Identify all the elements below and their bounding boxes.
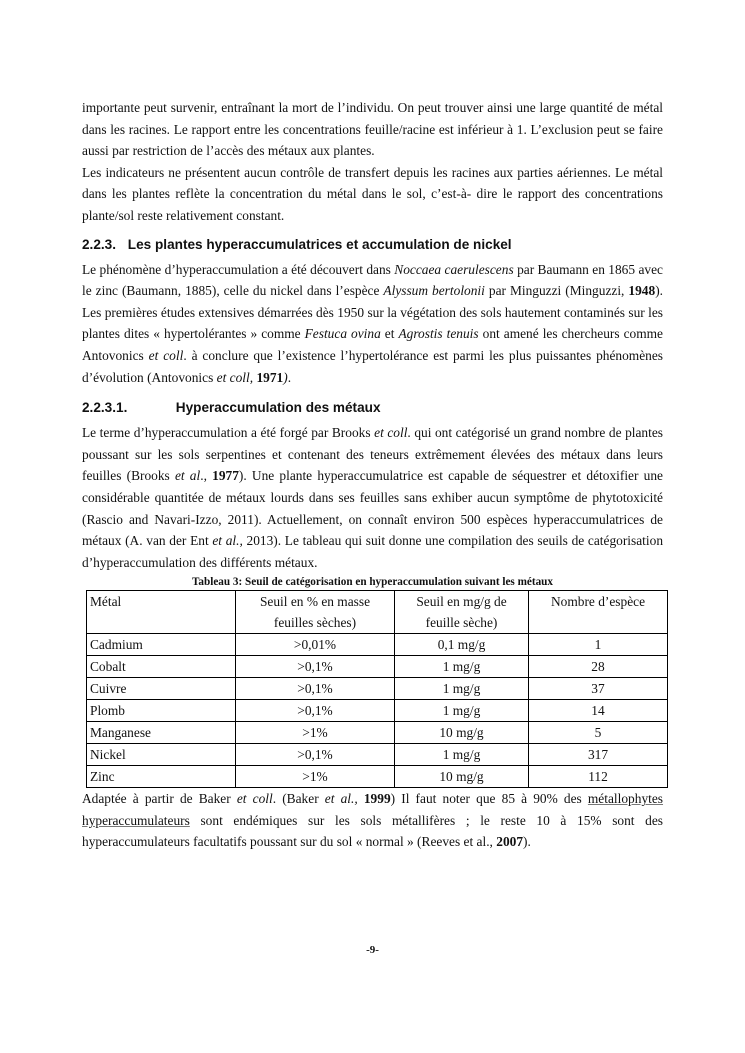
text-run: . (Baker (272, 791, 325, 807)
section-title: Les plantes hyperaccumulatrices et accumulation de nickel (127, 236, 512, 252)
document-page (82, 97, 663, 853)
paragraph-indicators (82, 162, 663, 227)
column-header: Métal (87, 591, 236, 634)
table-caption: Tableau 3: Seuil de catégorisation en hyperaccumulation suivant les métaux (191, 576, 553, 589)
table-row (87, 656, 668, 678)
text-run: par Minguzzi (Minguzzi, (484, 283, 629, 299)
table-cell: >0,01% (236, 634, 395, 656)
text-run: 2013). Le tableau qui suit donne une compilation des seuils de catégorisation d’hyperaccumulation des différents métaux. (82, 533, 664, 570)
table-cell: >0,1% (236, 678, 395, 700)
text-run: 1977 (212, 468, 239, 484)
text-run: et al., (324, 791, 358, 807)
text-run: 1971 (256, 369, 284, 385)
table-cell: 5 (529, 722, 668, 744)
text-run: Les indicateurs ne présentent aucun contrôle de transfert depuis les racines aux parties aériennes. Le métal dans les plantes reflète la concentration du métal dans le sol, c’est-à- dire le rapport des concentrations plante/sol reste relativement constant. (82, 164, 663, 223)
text-run: métallophytes hyperaccumulateurs (82, 791, 664, 828)
text-run: Noccaea caerulescens (394, 261, 514, 277)
text-run: ) Il faut noter que 85 à 90% des (390, 791, 588, 807)
table-cell: Cobalt (87, 656, 236, 678)
paragraph-terme (82, 422, 663, 573)
table-cell: Cadmium (87, 634, 236, 656)
text-run: et (380, 326, 399, 342)
text-run: Le phénomène d’hyperaccumulation a été découvert dans (82, 261, 395, 277)
text-run: Festuca ovina (304, 326, 381, 342)
text-run: sont endémiques sur les sols métallifères ; le reste 10 à 15% sont des hyperaccumulateurs facultatifs poussant sur du sol « normal » (Reeves et al., (82, 812, 663, 850)
section-number: 2.2.3. (82, 236, 117, 252)
text-run: . à conclure que l’existence l’hypertolérance est parmi les plus puissantes phénomènes d’évolution (Antovonics (82, 347, 664, 385)
text-run: 1999 (363, 791, 391, 807)
table-cell: 112 (529, 766, 668, 788)
table-row (87, 766, 668, 788)
table-cell: 37 (529, 678, 668, 700)
paragraph-adaptee (82, 788, 663, 853)
text-run: ). Les premières études extensives démarrées dès 1950 sur la végétation des sols hautement contaminés sur les plantes dites « hypertolérantes » comme (82, 283, 663, 342)
text-run: Le terme d’hyperaccumulation a été forgé par Brooks (82, 425, 375, 441)
paragraph-intro (82, 97, 663, 162)
table-cell: Zinc (87, 766, 236, 788)
section-heading-2-2-3-1 (82, 398, 663, 418)
table-cell: >0,1% (236, 744, 395, 766)
text-run: Agrostis tenuis (398, 326, 479, 342)
table-cell: 1 (529, 634, 668, 656)
text-run: et al (174, 468, 201, 484)
page-number: -9- (366, 944, 379, 956)
text-run: ont amené les chercheurs comme Antovonics (82, 326, 664, 363)
table-cell: 10 mg/g (395, 722, 529, 744)
table-cell: >0,1% (236, 700, 395, 722)
text-run: . qui ont catégorisé un grand nombre de plantes poussant sur les sols serpentines et contenant des teneurs extrêmement élevées des métaux dans leurs feuilles (Brooks (82, 425, 664, 484)
text-run: ) (283, 369, 288, 385)
table-header-row (87, 591, 668, 634)
text-run: . (287, 369, 292, 385)
threshold-table (86, 590, 668, 788)
text-run: et coll, (216, 369, 254, 385)
table-cell: 1 mg/g (395, 744, 529, 766)
text-run: ., (200, 468, 213, 484)
table-cell: 1 mg/g (395, 700, 529, 722)
table-row (87, 634, 668, 656)
table-cell: 317 (529, 744, 668, 766)
text-run: ). Une plante hyperaccumulatrice est capable de séquestrer et détoxifier une considérable quantitée de métaux lourds dans ses feuilles sans exhiber aucun symptôme de phytotoxicité (Rascio and Navari-Izzo, 2011). Actuellement, on connaît environ 500 espèces hyperaccumulatrices de métaux (A. van der Ent (82, 468, 663, 549)
text-run: ). (523, 834, 531, 850)
table-cell: >1% (236, 722, 395, 744)
table-row (87, 678, 668, 700)
text-run: et coll (236, 791, 273, 807)
text-run: importante peut survenir, entraînant la mort de l’individu. On peut trouver ainsi une large quantité de métal dans les racines. Le rapport entre les concentrations feuille/racine est inférieur à 1. L’exclusion peut se faire aussi par restriction de l’accès des métaux aux plantes. (82, 100, 663, 159)
table-cell: >1% (236, 766, 395, 788)
section-heading-2-2-3 (82, 235, 663, 255)
text-run: et al., (212, 533, 243, 549)
table-cell: 1 mg/g (395, 656, 529, 678)
text-run: et coll (374, 425, 408, 441)
text-run: Alyssum bertolonii (383, 283, 485, 299)
table-cell: 14 (529, 700, 668, 722)
table-row (87, 722, 668, 744)
table-cell: Plomb (87, 700, 236, 722)
table-row (87, 744, 668, 766)
text-run: Adaptée à partir de Baker (82, 791, 237, 807)
table-cell: 1 mg/g (395, 678, 529, 700)
column-header: Seuil en mg/g de feuille sèche) (395, 591, 529, 634)
text-run: 2007 (496, 834, 524, 850)
paragraph-phenomene (82, 259, 663, 389)
text-run: 1948 (628, 283, 656, 299)
table-cell: 10 mg/g (395, 766, 529, 788)
section-number: 2.2.3.1. (82, 400, 128, 416)
table-cell: Manganese (87, 722, 236, 744)
text-run: et coll (148, 347, 184, 363)
table-cell: Cuivre (87, 678, 236, 700)
text-run: par Baumann en 1865 avec le zinc (Baumann, 1885), celle du nickel dans l’espèce (82, 261, 663, 299)
column-header: Nombre d’espèce (529, 591, 668, 634)
table-cell: 0,1 mg/g (395, 634, 529, 656)
column-header: Seuil en % en masse feuilles sèches) (236, 591, 395, 634)
table-cell: Nickel (87, 744, 236, 766)
table-row (87, 700, 668, 722)
table-cell: 28 (529, 656, 668, 678)
table-cell: >0,1% (236, 656, 395, 678)
section-title: Hyperaccumulation des métaux (175, 400, 381, 416)
